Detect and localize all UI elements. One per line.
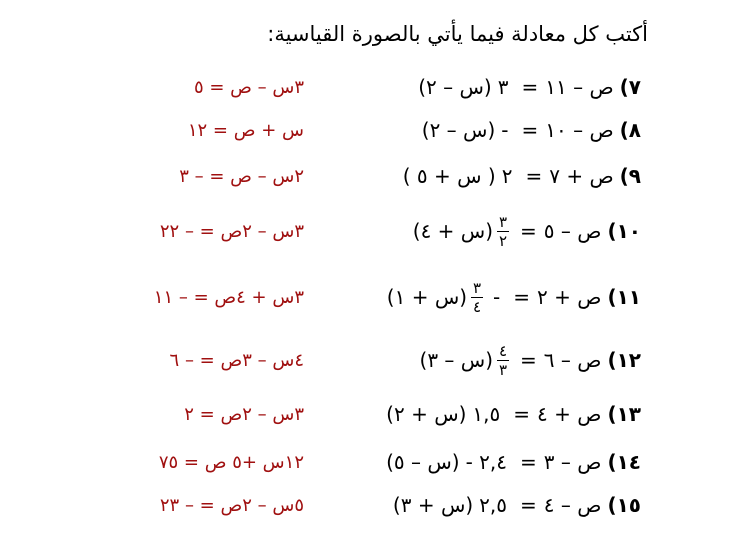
problem-parenthesis: (س + ٢) xyxy=(386,402,467,426)
problem-left-side: ص + ٤ xyxy=(537,402,602,426)
equals-sign: = xyxy=(520,450,537,474)
equals-sign: = xyxy=(520,348,537,372)
problem-coefficient: - xyxy=(501,118,509,142)
equals-sign: = xyxy=(521,75,539,99)
problem-left-side: ص – ١١ xyxy=(545,75,614,99)
problem-number: ٩) xyxy=(619,164,641,188)
problem-fraction xyxy=(497,214,509,249)
problem-equation xyxy=(387,277,641,317)
fraction-denominator: ٣ xyxy=(498,360,508,379)
problem-equation xyxy=(413,211,641,251)
problem-equation xyxy=(418,67,641,107)
problem-answer: ٣س – ص = ٥ xyxy=(193,76,304,98)
problem-fraction xyxy=(471,280,483,315)
equals-sign: = xyxy=(521,118,539,142)
fraction-numerator: ٤ xyxy=(498,341,508,360)
problem-parenthesis: (س – ٥) xyxy=(386,450,460,474)
problem-answer: ٣س + ٤ص = – ١١ xyxy=(153,286,304,308)
problem-number: ٨) xyxy=(619,118,641,142)
problem-equation xyxy=(422,110,641,150)
problem-number: ٧) xyxy=(619,75,641,99)
problem-coefficient: - ٢,٤ xyxy=(465,450,508,474)
problem-equation xyxy=(420,340,641,380)
problem-fraction xyxy=(497,343,509,378)
problem-answer: س + ص = ١٢ xyxy=(187,119,304,141)
problem-answer: ١٢س +٥ ص = ٧٥ xyxy=(158,451,304,473)
problem-answer: ٣س – ٢ص = – ٢٢ xyxy=(159,220,304,242)
problem-left-side: ص + ٧ xyxy=(549,164,614,188)
equals-sign: = xyxy=(513,285,531,309)
problem-left-side: ص + ٢ xyxy=(537,285,602,309)
problem-coefficient: - xyxy=(493,285,501,309)
problem-answer: ٤س – ٣ص = – ٦ xyxy=(169,349,304,371)
problem-number: ١٥) xyxy=(607,493,641,517)
fraction-denominator: ٢ xyxy=(498,231,508,250)
problem-parenthesis: (س + ١) xyxy=(386,285,468,309)
problem-number: ١٤) xyxy=(607,450,641,474)
problem-answer: ٣س – ٢ص = ٢ xyxy=(184,403,304,425)
problem-parenthesis: (س – ٢) xyxy=(418,75,492,99)
fraction-numerator: ٣ xyxy=(498,212,508,231)
problem-left-side: ص – ١٠ xyxy=(545,118,614,142)
problem-parenthesis: (س + ٣) xyxy=(392,493,474,517)
problem-left-side: ص – ٤ xyxy=(543,493,602,517)
problem-coefficient: ٣ xyxy=(497,75,509,99)
problem-number: ١٢) xyxy=(607,348,641,372)
equals-sign: = xyxy=(513,402,531,426)
problem-equation xyxy=(386,442,641,482)
problem-answer: ٢س – ص = – ٣ xyxy=(179,165,304,187)
equals-sign: = xyxy=(525,164,543,188)
problem-number: ١٣) xyxy=(607,402,641,426)
problem-number: ١١) xyxy=(607,285,641,309)
problem-answer: ٥س – ٢ص = – ٢٣ xyxy=(159,494,304,516)
problem-left-side: ص – ٥ xyxy=(543,219,602,243)
problem-parenthesis: (س – ٢) xyxy=(421,118,496,142)
problem-parenthesis: (س + ٤) xyxy=(412,219,494,243)
problem-coefficient: ١,٥ xyxy=(472,402,501,426)
problem-parenthesis: ( س + ٥ ) xyxy=(402,164,496,188)
problem-coefficient: ٢ xyxy=(501,164,513,188)
problem-equation xyxy=(393,485,641,525)
page-title: أكتب كل معادلة فيما يأتي بالصورة القياسية: xyxy=(267,22,648,46)
problem-equation xyxy=(386,394,641,434)
problem-left-side: ص – ٦ xyxy=(543,348,602,372)
problem-parenthesis: (س – ٣) xyxy=(419,348,494,372)
problem-number: ١٠) xyxy=(607,219,641,243)
fraction-denominator: ٤ xyxy=(473,297,482,316)
problem-coefficient: ٢,٥ xyxy=(479,493,508,517)
equals-sign: = xyxy=(520,219,537,243)
fraction-numerator: ٣ xyxy=(473,278,482,297)
problem-left-side: ص – ٣ xyxy=(543,450,602,474)
equals-sign: = xyxy=(520,493,537,517)
problem-equation xyxy=(403,156,641,196)
